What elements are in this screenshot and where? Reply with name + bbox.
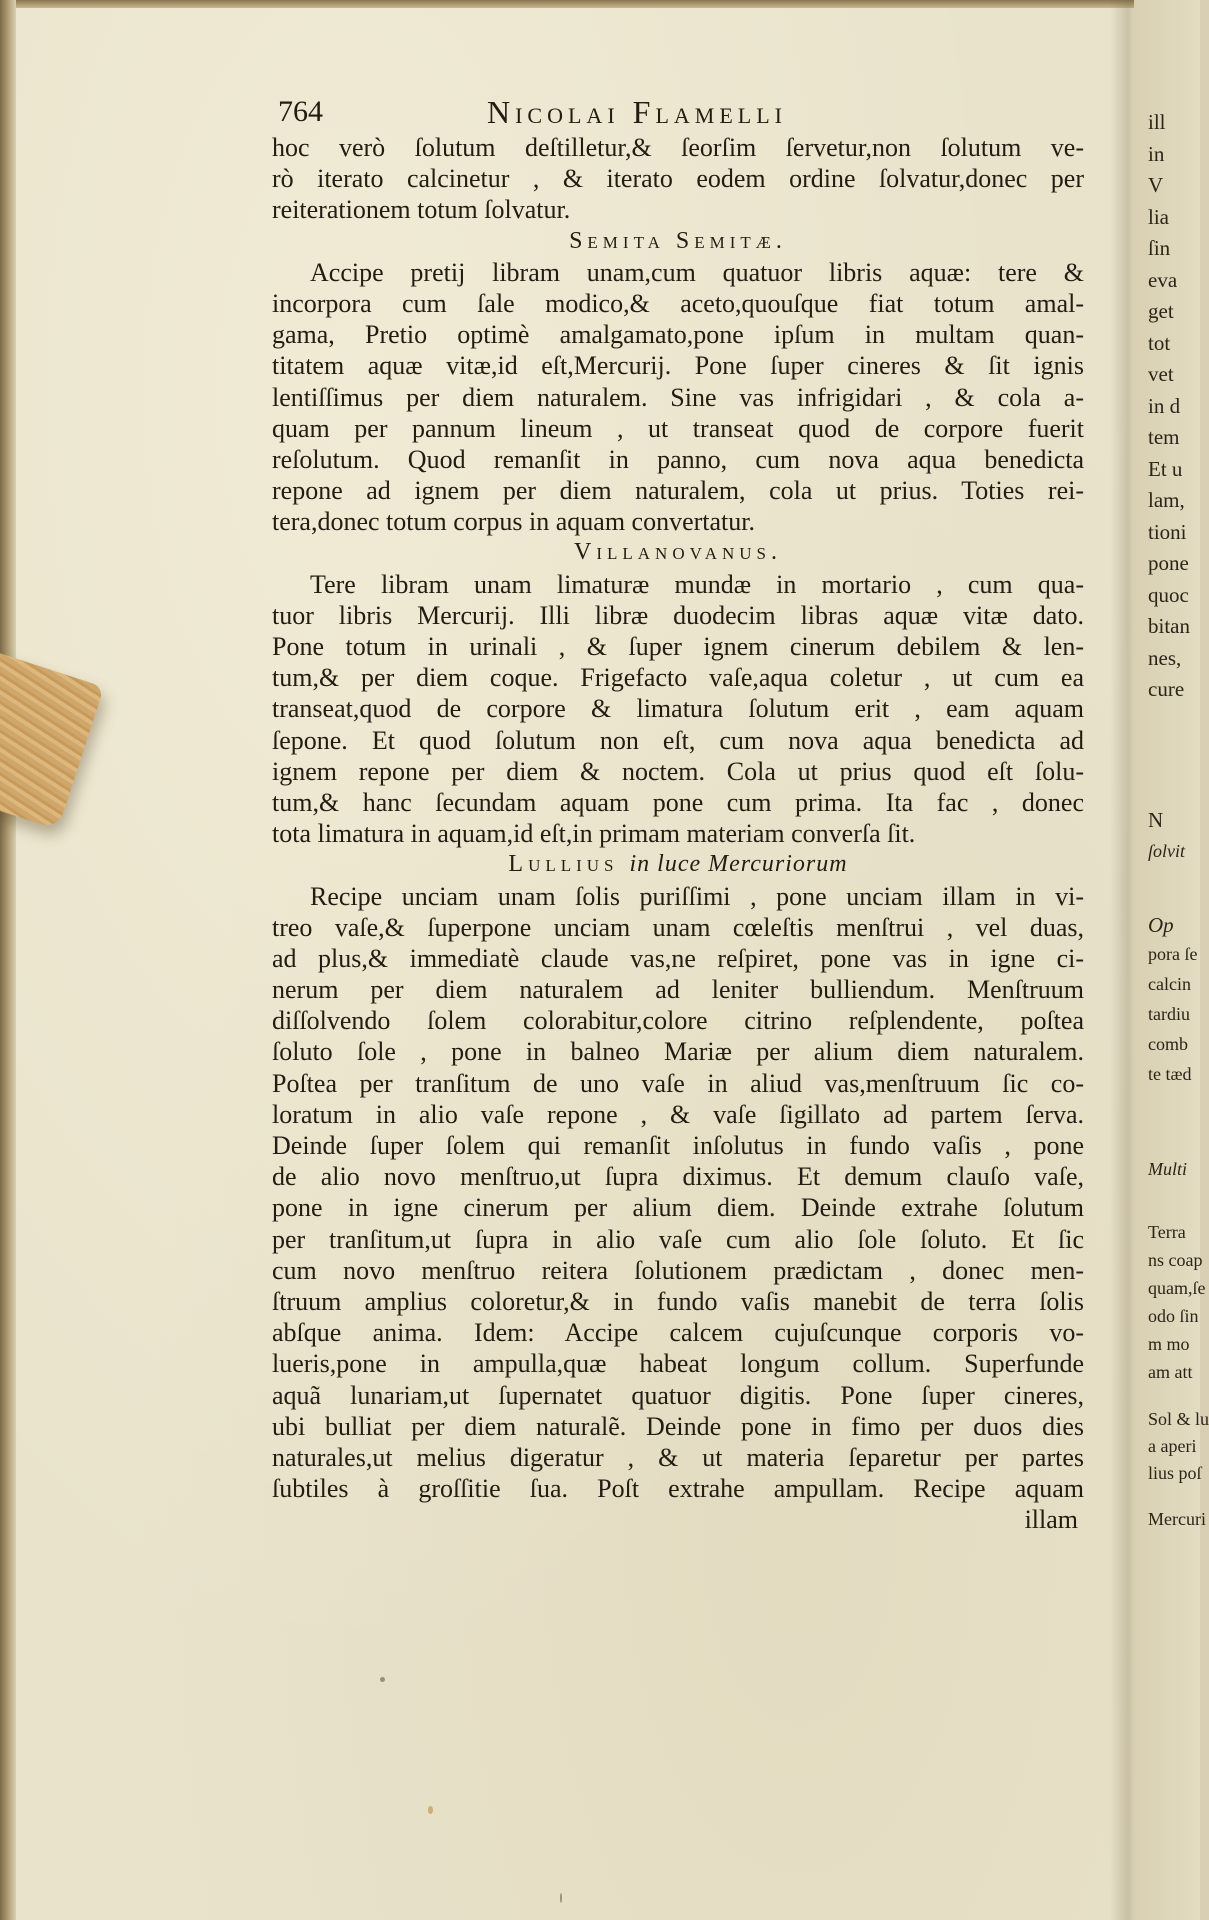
text-line: per tranſitum,ut ſupra in alio vaſe cum alio ſole ſoluto. Et ſic [272,1224,1084,1254]
facing-page-fragment: ſin [1148,236,1171,260]
text-line: reſolutum. Quod remanſit in panno, cum nova aqua benedicta [272,444,1084,474]
text-line: pone in igne cinerum per alium diem. Deinde extrahe ſolutum [272,1193,1084,1223]
page-number: 764 [278,95,323,128]
text-line: ſoluto ſole , pone in balneo Mariæ per alium diem naturalem. [272,1037,1084,1067]
section-heading-text: Villanovanus. [574,539,782,566]
facing-page-fragment: quam,ſe [1148,1278,1206,1298]
facing-page-fragment: ſolvit [1148,841,1185,861]
facing-page-fragment: Multi [1148,1159,1187,1179]
sections [272,226,1084,1505]
text-line: tum,& hanc ſecundam aquam pone cum prima. Ita fac , donec [272,787,1084,817]
text-line: lentiſſimus per diem naturalem. Sine vas infrigidari , & cola a- [272,382,1084,412]
section [272,537,1084,849]
text-line: Recipe unciam unam ſolis puriſſimi , pone unciam illam in vi- [310,881,1084,911]
text-line: Poſtea per tranſitum de uno vaſe in aliud vas,menſtruum ſic co- [272,1068,1084,1098]
ink-speck [380,1677,385,1682]
facing-page-fragment: ns coap [1148,1250,1203,1270]
text-line: lueris,pone in ampulla,quæ habeat longum collum. Superfunde [272,1349,1084,1379]
facing-page-fragment: in d [1148,393,1181,418]
text-line: cum novo menſtruo reitera ſolutionem prædictam , donec men- [272,1255,1084,1285]
facing-page-fragment: in [1148,141,1165,166]
facing-page-fragment: Terra [1148,1222,1186,1242]
facing-page-fragment: pone [1148,551,1189,575]
facing-page [1134,0,1209,1920]
facing-page-fragment: nes, [1148,645,1182,670]
page-left-edge [0,0,16,1920]
facing-page-fragment: tardiu [1148,1004,1190,1024]
facing-page-fragment: bitan [1148,614,1190,638]
text-line: Tere libram unam limaturæ mundæ in mortario , cum qua- [310,569,1084,599]
facing-page-fragment: N [1148,808,1164,832]
text-line: tum,& per diem coque. Frigefacto vaſe,aqua coletur , ut cum ea [272,663,1084,693]
facing-page-fragment: calcin [1148,974,1191,994]
text-line: Pone totum in urinali , & ſuper ignem cinerum debilem & len- [272,632,1084,661]
catchword: illam [1024,1505,1078,1535]
facing-page-fragment: Sol & lu [1148,1409,1209,1429]
text-line: nerum per diem naturalem ad leniter bulliendum. Menſtruum [272,975,1084,1005]
facing-page-fragment: ill [1148,110,1166,134]
section-heading-subtitle: in luce Mercuriorum [629,851,848,878]
text-line: loratum in alio vaſe repone , & vaſe ſigillato ad partem ſerva. [272,1099,1084,1129]
facing-page-fragment: a aperi [1148,1436,1197,1456]
text-line: ad plus,& immediatè claude vas,ne reſpiret, pone vas in igne ci- [272,943,1084,973]
running-title: Nicolai Flamelli [487,94,787,130]
section-heading [272,537,1084,568]
facing-page-fragment: Et u [1148,456,1183,481]
facing-page-fragment: lia [1148,204,1169,229]
text-line: de alio novo menſtruo,ut ſupra diximus. Et demum clauſo vaſe, [272,1162,1084,1192]
text-line: Deinde ſuper ſolem qui remanſit inſolutus in fundo vaſis , pone [272,1131,1084,1160]
facing-page-fragment: vet [1148,362,1174,386]
facing-page-fragment: Mercuri [1148,1509,1206,1529]
text-line: hoc verò ſolutum deſtilletur,& ſeorſim ſervetur,non ſolutum ve- [272,133,1084,162]
text-line: ubi bulliat per diem naturalẽ. Deinde pone in fimo per duos dies [272,1411,1084,1441]
text-line: incorpora cum ſale modico,& aceto,quouſque fiat totum amal- [272,288,1084,318]
facing-page-fragment: tioni [1148,519,1187,544]
text-line: treo vaſe,& ſuperpone unciam unam cœleſtis menſtrui , vel duas, [272,912,1084,942]
facing-page-fragment: te tæd [1148,1064,1192,1084]
text-line: ſtruum amplius coloretur,& in fundo vaſis manebit de terra ſolis [272,1286,1084,1316]
facing-page-fragment: V [1148,173,1164,197]
text-line: abſque anima. Idem: Accipe calcem cujuſcunque corporis vo- [272,1318,1084,1348]
facing-page-fragment: cure [1148,677,1185,701]
text-line: tuor libris Mercurij. Illi libræ duodecim libras aquæ vitæ dato. [272,600,1084,630]
paper-stain [428,1806,433,1814]
text-line: titatem aquæ vitæ,id eſt,Mercurij. Pone ſuper cineres & ſit ignis [272,351,1084,381]
section [272,849,1084,1504]
text-block [272,92,1084,1535]
facing-page-fragment: am att [1148,1362,1193,1382]
text-line: aquã lunariam,ut ſupernatet quatuor digitis. Pone ſuper cineres, [272,1380,1084,1410]
facing-page-fragment: lius poſ [1148,1463,1202,1483]
facing-page-fragment: pora ſe [1148,944,1198,964]
section [272,226,1084,538]
facing-page-fragment: lam, [1148,488,1185,512]
facing-page-fragment: comb [1148,1034,1188,1054]
page-top-edge [0,0,1200,8]
opening-paragraph [272,132,1084,226]
text-line: transeat,quod de corpore & limatura ſolutum erit , eam aquam [272,694,1084,724]
text-line: repone ad ignem per diem naturalem, cola ut prius. Toties rei- [272,476,1084,506]
text-line: reiterationem totum ſolvatur. [272,195,571,225]
text-line: Accipe pretij libram unam,cum quatuor libris aquæ: tere & [310,257,1084,287]
text-line: ignem repone per diem & noctem. Cola ut prius quod eſt ſolu- [272,756,1084,786]
section-heading [272,226,1084,257]
facing-page-fragment: eva [1148,267,1178,292]
text-line: ſubtiles à groſſitie ſua. Poſt extrahe ampullam. Recipe aquam [272,1474,1084,1504]
text-line: tera,donec totum corpus in aquam convertatur. [272,507,756,537]
running-head [272,92,1084,132]
section-heading [272,849,1084,880]
facing-page-fragment: quoc [1148,582,1189,607]
section-heading-text: Lullius [508,851,619,878]
text-line: diſſolvendo ſolem colorabitur,colore citrino reſplendente, poſtea [272,1006,1084,1036]
text-line: ſepone. Et quod ſolutum non eſt, cum nova aqua benedicta ad [272,725,1084,755]
facing-page-fragment: tem [1148,425,1180,449]
facing-page-fragment: odo ſin [1148,1306,1199,1326]
section-heading-text: Semita Semitæ. [569,227,787,254]
text-line: rò iterato calcinetur , & iterato eodem ordine ſolvatur,donec per [272,164,1084,194]
facing-page-fragment: m mo [1148,1334,1190,1354]
facing-page-fragment: tot [1148,330,1171,355]
text-line: gama, Pretio optimè amalgamato,pone ipſum in multam quan- [272,320,1084,350]
text-line: tota limatura in aquam,id eſt,in primam materiam converſa ſit. [272,819,916,849]
facing-page-fragment: Op [1148,913,1174,937]
ink-speck [560,1893,562,1903]
text-line: naturales,ut melius digeratur , & ut materia ſeparetur per partes [272,1442,1084,1472]
text-line: quam per pannum lineum , ut transeat quod de corpore fuerit [272,413,1084,443]
facing-page-fragment: get [1148,299,1174,323]
